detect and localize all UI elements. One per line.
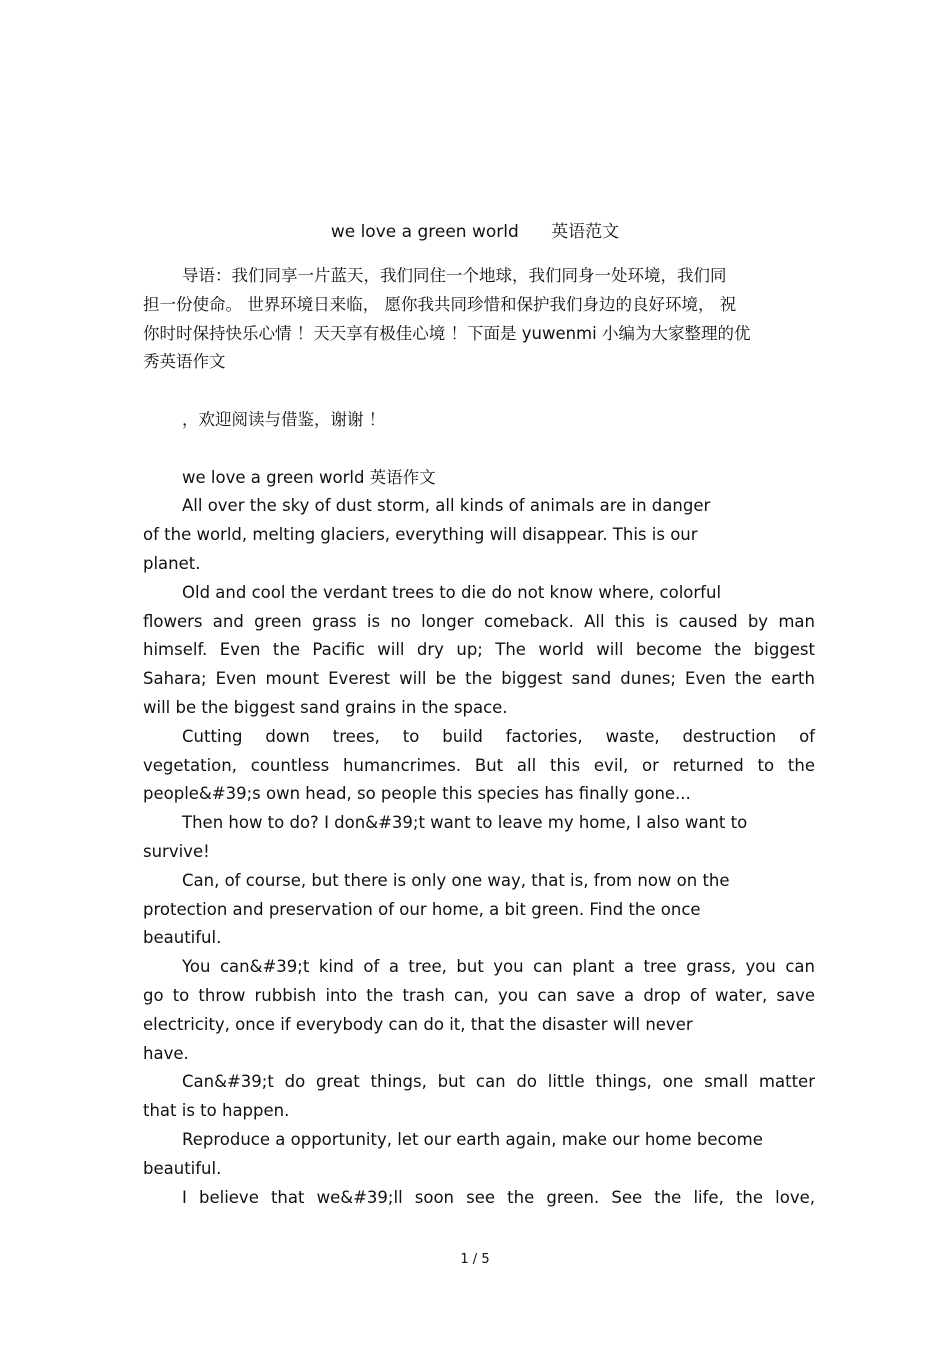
essay-line: Sahara; Even mount Everest will be the biggest sand dunes; Even the earth: [143, 669, 815, 689]
essay-line: protection and preservation of our home, a bit green. Find the once: [143, 899, 701, 919]
essay-line: Old and cool the verdant trees to die do not know where, colorful: [182, 582, 722, 602]
essay-line: of the world, melting glaciers, everything will disappear. This is our: [143, 525, 698, 545]
essay-line: survive!: [143, 841, 210, 861]
essay-line: I believe that we&#39;ll soon see the green. See the life, the love,: [182, 1187, 815, 1207]
essay-line: people&#39;s own head, so people this species has finally gone...: [143, 784, 691, 804]
essay-line: Can, of course, but there is only one way, that is, from now on the: [182, 870, 730, 890]
paragraph-gap: [143, 377, 815, 406]
essay-line: You can&#39;t kind of a tree, but you can plant a tree grass, you can: [182, 957, 815, 977]
intro-line: 导语：我们同享一片蓝天，我们同住一个地球，我们同身一处环境，我们同: [182, 266, 727, 285]
page-number: 1 / 5: [460, 1252, 490, 1267]
intro-line: 担一份使命。 世界环境日来临， 愿你我共同珍惜和保护我们身边的良好环境， 祝: [143, 294, 737, 314]
document-body: [143, 262, 815, 1212]
document-title: we love a green world 英语范文: [330, 222, 620, 242]
essay-line: Then how to do? I don&#39;t want to leave my home, I also want to: [182, 813, 748, 833]
essay-line: flowers and green grass is no longer comeback. All this is caused by man: [143, 611, 815, 631]
essay-line: himself. Even the Pacific will dry up; The world will become the biggest: [143, 640, 815, 660]
essay-line: All over the sky of dust storm, all kinds of animals are in danger: [182, 496, 711, 516]
essay-line: Reproduce a opportunity, let our earth again, make our home become: [182, 1129, 763, 1149]
essay-line: will be the biggest sand grains in the space.: [143, 697, 508, 717]
essay-line: electricity, once if everybody can do it, that the disaster will never: [143, 1014, 693, 1034]
intro-line: 你时时保持快乐心情 ！天天享有极佳心境 ！下面是 yuwenmi 小编为大家整理的优: [143, 323, 751, 343]
essay-line: have.: [143, 1043, 189, 1063]
essay-heading: we love a green world 英语作文: [182, 467, 436, 487]
essay-line: Can&#39;t do great things, but can do little things, one small matter: [182, 1072, 815, 1092]
essay-line: vegetation, countless humancrimes. But all this evil, or returned to the: [143, 755, 815, 775]
essay-line: beautiful.: [143, 1158, 222, 1178]
essay-line: go to throw rubbish into the trash can, you can save a drop of water, save: [143, 985, 815, 1005]
essay-line: Cutting down trees, to build factories, waste, destruction of: [182, 726, 815, 746]
welcome-line: ，欢迎阅读与借鉴，谢谢 ！: [182, 409, 386, 429]
paragraph-gap: [143, 435, 815, 464]
essay-line: planet.: [143, 553, 201, 573]
essay-line: that is to happen.: [143, 1101, 290, 1121]
intro-line: 秀英语作文: [143, 352, 226, 372]
essay-line: beautiful.: [143, 928, 222, 948]
